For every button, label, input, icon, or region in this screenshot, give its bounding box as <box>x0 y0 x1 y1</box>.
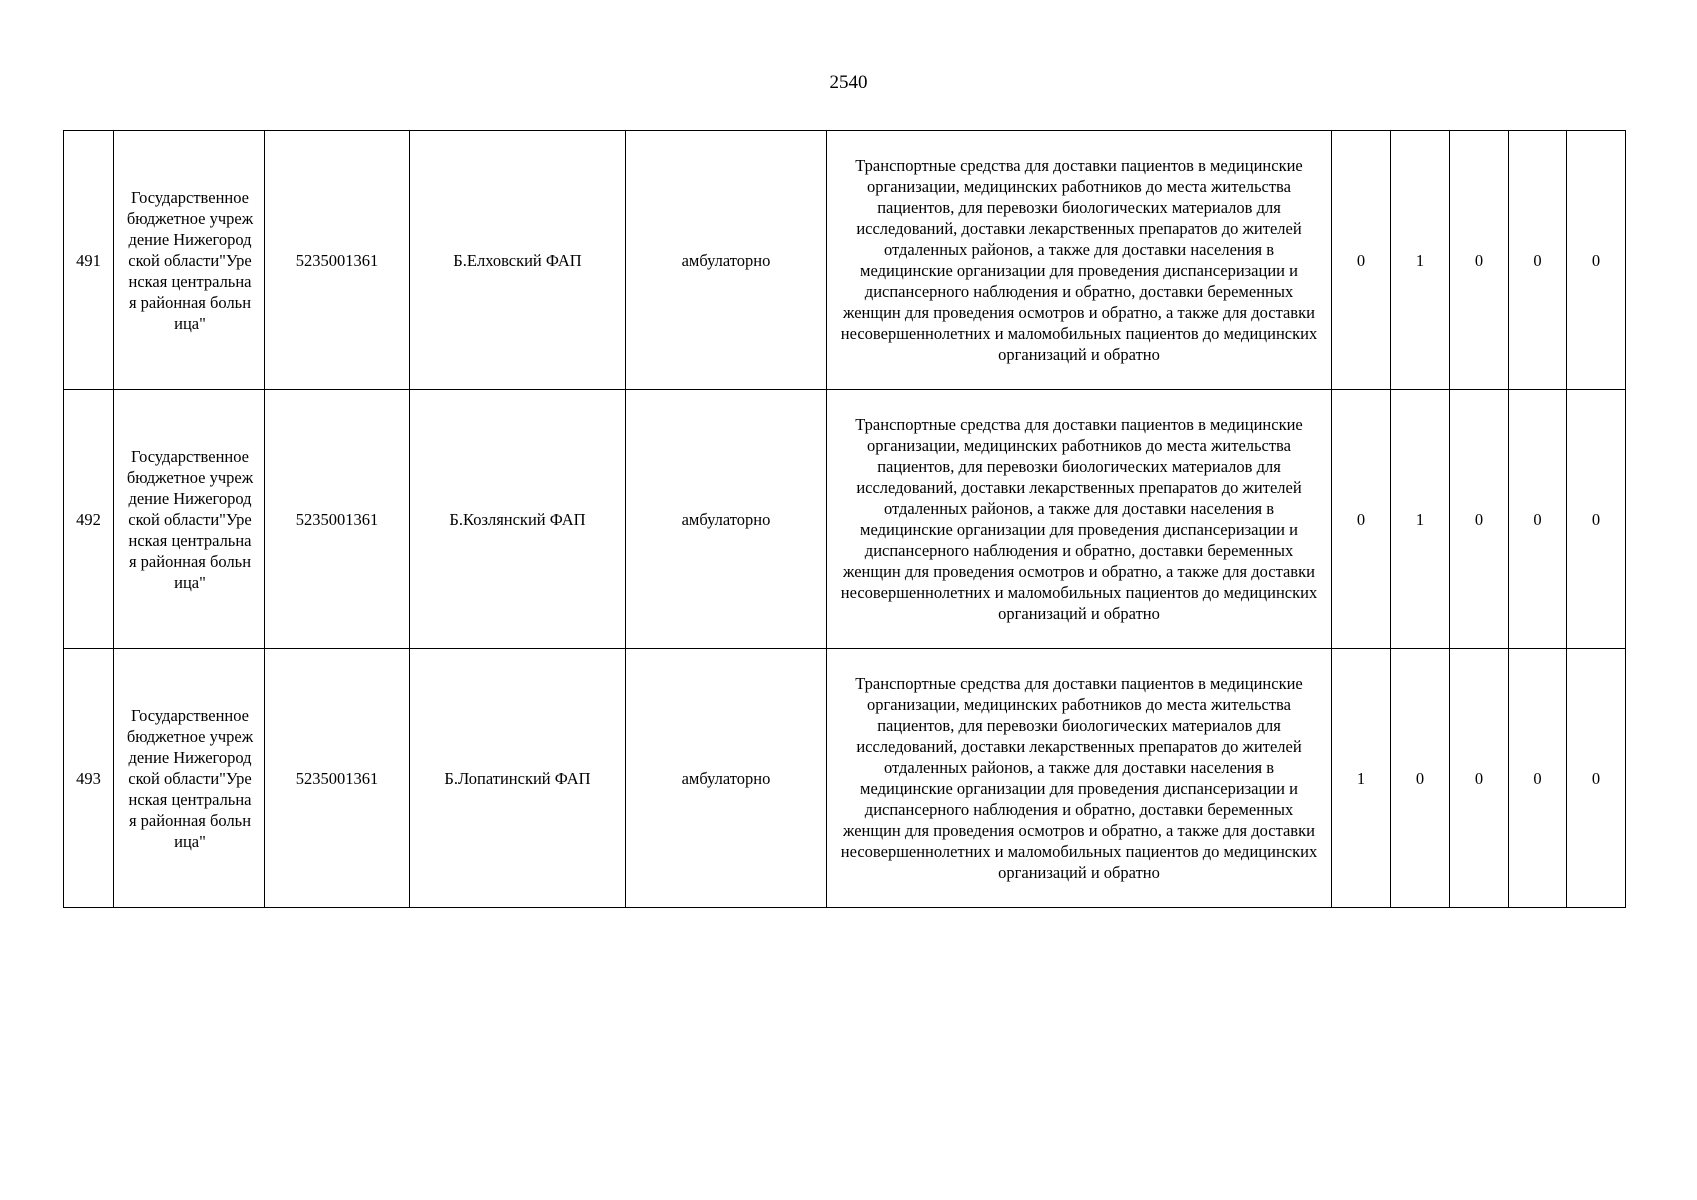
inn-cell: 5235001361 <box>265 390 410 649</box>
organization-cell <box>114 131 265 390</box>
value-cell-2: 1 <box>1391 131 1450 390</box>
data-table <box>63 130 1626 908</box>
value-cell-1: 0 <box>1332 390 1391 649</box>
description-cell <box>827 649 1332 908</box>
value-cell-2: 1 <box>1391 390 1450 649</box>
value-cell-3: 0 <box>1450 649 1509 908</box>
organization-cell <box>114 649 265 908</box>
organization-cell <box>114 390 265 649</box>
inn-cell: 5235001361 <box>265 649 410 908</box>
value-cell-2: 0 <box>1391 649 1450 908</box>
row-number: 491 <box>64 131 114 390</box>
description-cell <box>827 131 1332 390</box>
value-cell-5: 0 <box>1567 390 1626 649</box>
value-cell-1: 0 <box>1332 131 1391 390</box>
table-row <box>64 390 1626 649</box>
organization-name: Государственное бюджетное учреждение Нижегородской области"Уренская центральная районная больница" <box>126 446 254 592</box>
description-text: Транспортные средства для доставки пациентов в медицинские организации, медицинских работников до места жительства пациентов, для перевозки биологических материалов для исследований, доставки лекарственных препаратов до жителей отдаленных районов, а также для доставки населения в медицинские организации для проведения диспансеризации и диспансерного наблюдения и обратно, доставки беременных женщин для проведения осмотров и обратно, а также для доставки несовершеннолетних и маломобильных пациентов до медицинских организаций и обратно <box>840 674 1318 882</box>
care-type-cell: амбулаторно <box>626 390 827 649</box>
description-cell <box>827 390 1332 649</box>
value-cell-4: 0 <box>1509 131 1567 390</box>
value-cell-4: 0 <box>1509 649 1567 908</box>
page-number: 2540 <box>829 72 868 93</box>
unit-cell: Б.Лопатинский ФАП <box>410 649 626 908</box>
value-cell-3: 0 <box>1450 390 1509 649</box>
organization-name: Государственное бюджетное учреждение Нижегородской области"Уренская центральная районная больница" <box>126 705 254 851</box>
value-cell-1: 1 <box>1332 649 1391 908</box>
row-number: 493 <box>64 649 114 908</box>
description-text: Транспортные средства для доставки пациентов в медицинские организации, медицинских работников до места жительства пациентов, для перевозки биологических материалов для исследований, доставки лекарственных препаратов до жителей отдаленных районов, а также для доставки населения в медицинские организации для проведения диспансеризации и диспансерного наблюдения и обратно, доставки беременных женщин для проведения осмотров и обратно, а также для доставки несовершеннолетних и маломобильных пациентов до медицинских организаций и обратно <box>840 415 1318 623</box>
value-cell-3: 0 <box>1450 131 1509 390</box>
row-number: 492 <box>64 390 114 649</box>
table-row <box>64 131 1626 390</box>
value-cell-5: 0 <box>1567 649 1626 908</box>
value-cell-4: 0 <box>1509 390 1567 649</box>
description-text: Транспортные средства для доставки пациентов в медицинские организации, медицинских работников до места жительства пациентов, для перевозки биологических материалов для исследований, доставки лекарственных препаратов до жителей отдаленных районов, а также для доставки населения в медицинские организации для проведения диспансеризации и диспансерного наблюдения и обратно, доставки беременных женщин для проведения осмотров и обратно, а также для доставки несовершеннолетних и маломобильных пациентов до медицинских организаций и обратно <box>840 156 1318 364</box>
value-cell-5: 0 <box>1567 131 1626 390</box>
care-type-cell: амбулаторно <box>626 649 827 908</box>
care-type-cell: амбулаторно <box>626 131 827 390</box>
unit-cell: Б.Козлянский ФАП <box>410 390 626 649</box>
unit-cell: Б.Елховский ФАП <box>410 131 626 390</box>
inn-cell: 5235001361 <box>265 131 410 390</box>
table-row <box>64 649 1626 908</box>
organization-name: Государственное бюджетное учреждение Нижегородской области"Уренская центральная районная больница" <box>126 187 254 333</box>
